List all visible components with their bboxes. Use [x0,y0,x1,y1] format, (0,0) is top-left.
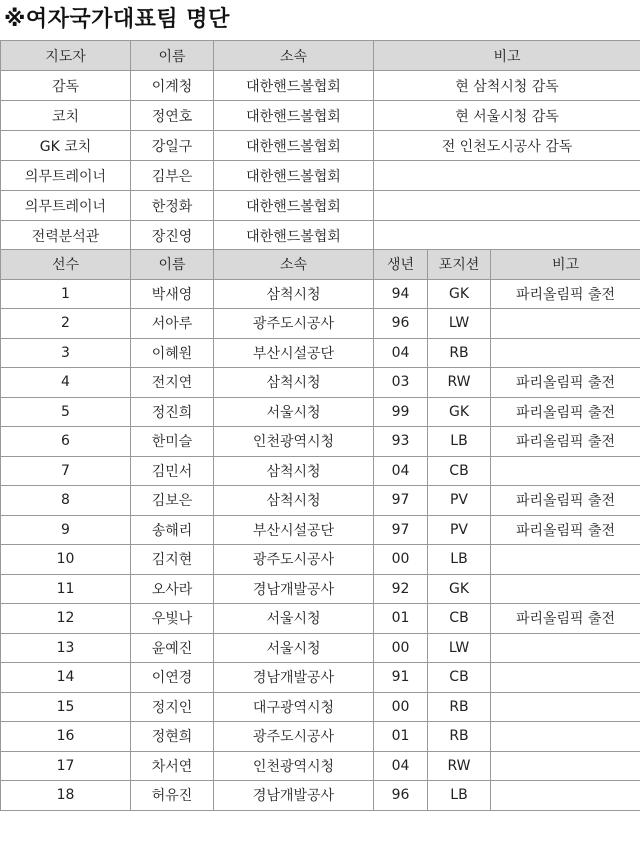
player-year-cell: 92 [374,574,428,604]
player-year-cell: 04 [374,751,428,781]
player-pos-cell: PV [428,486,491,516]
player-name-cell: 박새영 [131,279,214,309]
player-pos-cell: GK [428,279,491,309]
player-row [1,781,640,811]
player-team-cell: 서울시청 [214,604,374,634]
player-row [1,604,640,634]
player-header-name: 이름 [131,250,214,280]
player-team-cell: 삼척시청 [214,279,374,309]
player-year-cell: 96 [374,309,428,339]
player-row [1,279,640,309]
player-no-cell: 12 [1,604,131,634]
staff-team-cell: 대한핸드볼협회 [214,221,374,251]
staff-row [1,221,640,251]
player-row [1,545,640,575]
player-name-cell: 이연경 [131,663,214,693]
staff-role-cell: GK 코치 [1,131,131,161]
player-team-cell: 광주도시공사 [214,722,374,752]
player-team-cell: 삼척시청 [214,456,374,486]
player-team-cell: 서울시청 [214,397,374,427]
player-no-cell: 8 [1,486,131,516]
staff-header-role: 지도자 [1,41,131,71]
player-team-cell: 인천광역시청 [214,751,374,781]
staff-note-cell [374,161,640,191]
player-note-cell: 파리올림픽 출전 [491,279,640,309]
player-row [1,515,640,545]
player-note-cell [491,751,640,781]
player-pos-cell: RB [428,338,491,368]
player-pos-cell: GK [428,397,491,427]
player-row [1,309,640,339]
player-row [1,427,640,457]
staff-role-cell: 의무트레이너 [1,161,131,191]
player-no-cell: 4 [1,368,131,398]
player-note-cell [491,663,640,693]
staff-note-cell [374,191,640,221]
player-note-cell: 파리올림픽 출전 [491,486,640,516]
staff-name-cell: 강일구 [131,131,214,161]
staff-row [1,191,640,221]
staff-team-cell: 대한핸드볼협회 [214,161,374,191]
player-no-cell: 16 [1,722,131,752]
staff-note-cell: 현 삼척시청 감독 [374,71,640,101]
staff-header-row [1,41,640,71]
player-note-cell [491,456,640,486]
player-pos-cell: LB [428,545,491,575]
player-team-cell: 광주도시공사 [214,309,374,339]
player-name-cell: 차서연 [131,751,214,781]
player-year-cell: 99 [374,397,428,427]
player-row [1,722,640,752]
player-pos-cell: CB [428,663,491,693]
staff-name-cell: 장진영 [131,221,214,251]
player-no-cell: 15 [1,692,131,722]
player-name-cell: 서아루 [131,309,214,339]
player-name-cell: 윤예진 [131,633,214,663]
player-year-cell: 01 [374,604,428,634]
staff-role-cell: 의무트레이너 [1,191,131,221]
player-name-cell: 정지인 [131,692,214,722]
player-team-cell: 대구광역시청 [214,692,374,722]
player-year-cell: 97 [374,486,428,516]
player-name-cell: 정현희 [131,722,214,752]
player-note-cell: 파리올림픽 출전 [491,427,640,457]
player-pos-cell: LB [428,781,491,811]
player-no-cell: 18 [1,781,131,811]
player-note-cell [491,722,640,752]
staff-role-cell: 전력분석관 [1,221,131,251]
staff-team-cell: 대한핸드볼협회 [214,191,374,221]
player-team-cell: 부산시설공단 [214,515,374,545]
player-year-cell: 04 [374,456,428,486]
player-header-team: 소속 [214,250,374,280]
player-no-cell: 5 [1,397,131,427]
player-no-cell: 1 [1,279,131,309]
player-header-no: 선수 [1,250,131,280]
player-team-cell: 경남개발공사 [214,574,374,604]
player-no-cell: 11 [1,574,131,604]
player-row [1,692,640,722]
player-no-cell: 7 [1,456,131,486]
player-name-cell: 송해리 [131,515,214,545]
staff-name-cell: 정연호 [131,101,214,131]
player-note-cell: 파리올림픽 출전 [491,368,640,398]
player-name-cell: 김보은 [131,486,214,516]
player-row [1,663,640,693]
player-pos-cell: PV [428,515,491,545]
player-pos-cell: RB [428,692,491,722]
player-no-cell: 13 [1,633,131,663]
player-year-cell: 93 [374,427,428,457]
player-no-cell: 14 [1,663,131,693]
player-team-cell: 경남개발공사 [214,663,374,693]
player-row [1,338,640,368]
player-no-cell: 10 [1,545,131,575]
player-header-note: 비고 [491,250,640,280]
player-name-cell: 허유진 [131,781,214,811]
player-pos-cell: RB [428,722,491,752]
staff-table [0,40,640,251]
player-year-cell: 01 [374,722,428,752]
player-row [1,486,640,516]
player-no-cell: 17 [1,751,131,781]
player-year-cell: 00 [374,633,428,663]
player-pos-cell: LB [428,427,491,457]
player-no-cell: 3 [1,338,131,368]
player-year-cell: 00 [374,545,428,575]
staff-note-cell: 현 서울시청 감독 [374,101,640,131]
player-year-cell: 96 [374,781,428,811]
player-row [1,751,640,781]
player-pos-cell: LW [428,309,491,339]
staff-team-cell: 대한핸드볼협회 [214,131,374,161]
player-note-cell [491,545,640,575]
player-row [1,368,640,398]
player-row [1,633,640,663]
player-year-cell: 03 [374,368,428,398]
player-team-cell: 삼척시청 [214,486,374,516]
staff-note-cell: 전 인천도시공사 감독 [374,131,640,161]
player-name-cell: 오사라 [131,574,214,604]
player-note-cell: 파리올림픽 출전 [491,397,640,427]
player-year-cell: 91 [374,663,428,693]
player-pos-cell: LW [428,633,491,663]
player-note-cell: 파리올림픽 출전 [491,515,640,545]
player-row [1,456,640,486]
staff-team-cell: 대한핸드볼협회 [214,71,374,101]
player-header-year: 생년 [374,250,428,280]
staff-row [1,71,640,101]
staff-row [1,101,640,131]
player-name-cell: 전지연 [131,368,214,398]
staff-name-cell: 김부은 [131,161,214,191]
player-pos-cell: CB [428,604,491,634]
player-year-cell: 04 [374,338,428,368]
player-pos-cell: CB [428,456,491,486]
player-pos-cell: RW [428,751,491,781]
player-header-pos: 포지션 [428,250,491,280]
player-name-cell: 정진희 [131,397,214,427]
player-note-cell [491,633,640,663]
player-pos-cell: GK [428,574,491,604]
player-team-cell: 광주도시공사 [214,545,374,575]
staff-header-note: 비고 [374,41,640,71]
player-note-cell [491,338,640,368]
player-row [1,397,640,427]
player-no-cell: 2 [1,309,131,339]
staff-name-cell: 이계청 [131,71,214,101]
player-year-cell: 97 [374,515,428,545]
player-no-cell: 6 [1,427,131,457]
player-team-cell: 삼척시청 [214,368,374,398]
player-note-cell: 파리올림픽 출전 [491,604,640,634]
player-header-row [1,250,640,280]
player-name-cell: 김민서 [131,456,214,486]
staff-row [1,131,640,161]
player-name-cell: 김지현 [131,545,214,575]
staff-team-cell: 대한핸드볼협회 [214,101,374,131]
staff-role-cell: 코치 [1,101,131,131]
player-name-cell: 한미슬 [131,427,214,457]
player-name-cell: 우빛나 [131,604,214,634]
player-year-cell: 94 [374,279,428,309]
staff-name-cell: 한정화 [131,191,214,221]
staff-row [1,161,640,191]
player-name-cell: 이혜원 [131,338,214,368]
player-year-cell: 00 [374,692,428,722]
player-team-cell: 인천광역시청 [214,427,374,457]
player-note-cell [491,692,640,722]
staff-header-name: 이름 [131,41,214,71]
player-no-cell: 9 [1,515,131,545]
player-team-cell: 부산시설공단 [214,338,374,368]
player-team-cell: 경남개발공사 [214,781,374,811]
player-team-cell: 서울시청 [214,633,374,663]
player-note-cell [491,309,640,339]
player-row [1,574,640,604]
player-pos-cell: RW [428,368,491,398]
staff-header-team: 소속 [214,41,374,71]
staff-role-cell: 감독 [1,71,131,101]
player-note-cell [491,781,640,811]
player-table [0,249,640,811]
player-note-cell [491,574,640,604]
page-title: ※여자국가대표팀 명단 [4,7,230,32]
staff-note-cell [374,221,640,251]
